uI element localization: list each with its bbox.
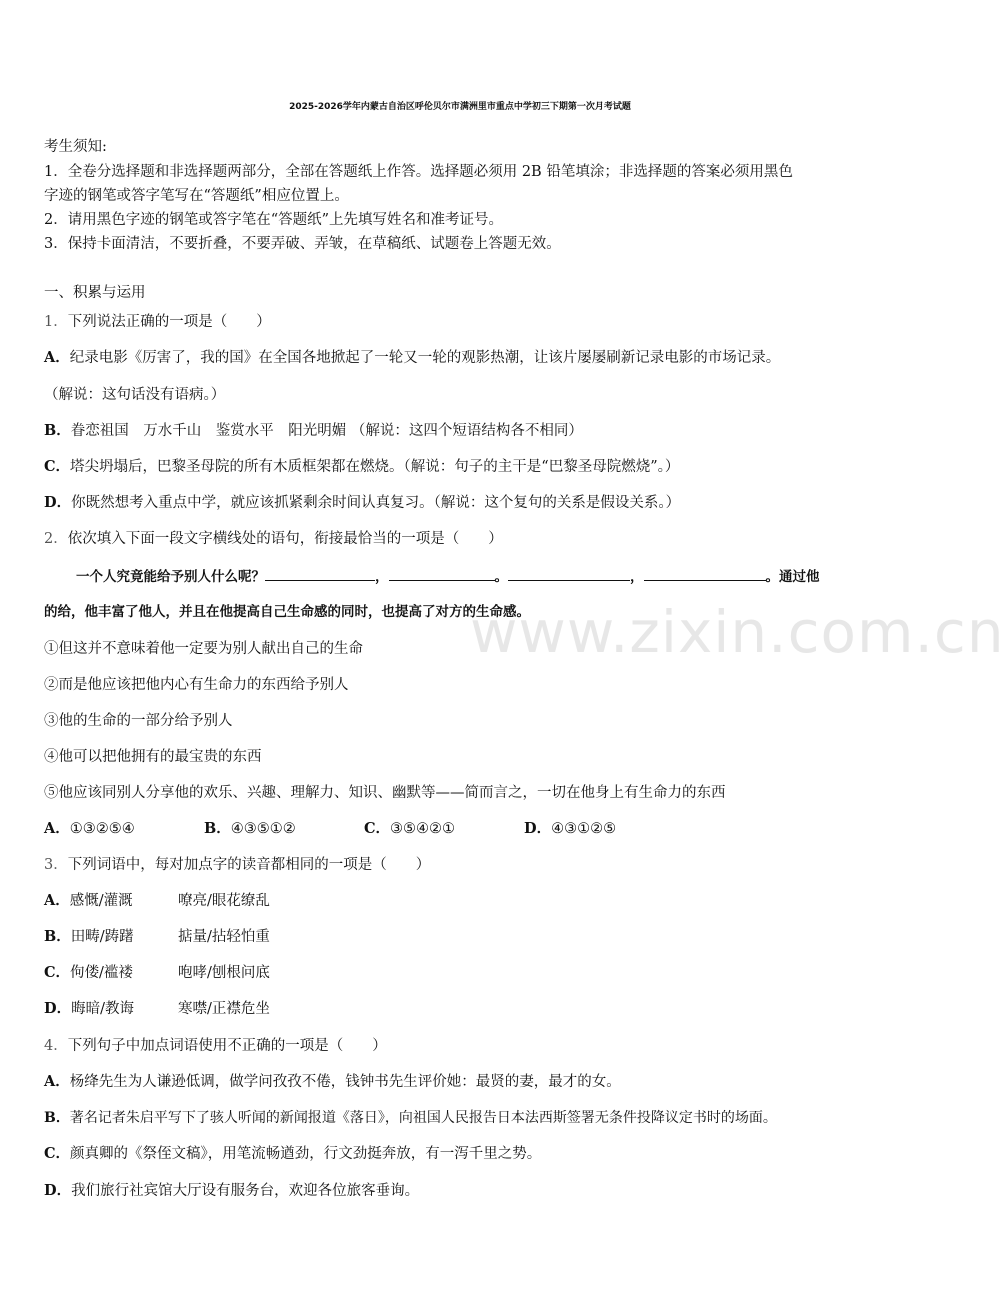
q3-number: 3． — [44, 857, 68, 873]
q4-option-a — [44, 1072, 621, 1092]
q2-item-5: ⑤他应该同别人分享他的欢乐、兴趣、理解力、知识、幽默等——简而言之，一切在他身上有生命力的东西 — [44, 785, 726, 801]
option-label: C． — [44, 458, 71, 475]
option-text: ④③⑤①② — [230, 821, 296, 837]
notice-heading: 考生须知: — [44, 139, 107, 155]
answer-blank — [265, 566, 375, 581]
option-text: ①③②⑤④ — [69, 821, 135, 837]
word-pair-1: 佝偻/褴褛 — [70, 965, 133, 981]
option-text: 杨绛先生为人谦逊低调，做学问孜孜不倦，钱钟书先生评价她：最贤的妻，最才的女。 — [69, 1074, 621, 1090]
option-text: 我们旅行社宾馆大厅设有服务台，欢迎各位旅客垂询。 — [71, 1183, 420, 1199]
q3-stem-text: 下列词语中，每对加点字的读音都相同的一项是（ ） — [67, 857, 431, 873]
q2-item-1: ①但这并不意味着他一定要为别人献出自己的生命 — [44, 641, 363, 657]
q1-stem-text: 下列说法正确的一项是（ ） — [67, 314, 271, 330]
q1-stem — [44, 312, 271, 332]
q2-stem-text: 依次填入下面一段文字横线处的语句，衔接最恰当的一项是（ ） — [67, 531, 503, 547]
option-text: 塔尖坍塌后，巴黎圣母院的所有木质框架都在燃烧。（解说：句子的主干是“巴黎圣母院燃烧”。） — [70, 459, 680, 475]
option-label: B． — [204, 820, 231, 837]
notice-line-2: 2．请用黑色字迹的钢笔或答字笔在“答题纸”上先填写姓名和准考证号。 — [44, 212, 504, 228]
option-label: D． — [524, 820, 552, 837]
q4-option-c — [44, 1144, 541, 1164]
q3-option-c — [44, 963, 270, 983]
q2-item-2: ②而是他应该把他内心有生命力的东西给予别人 — [44, 677, 349, 693]
notice-line-1a: 1．全卷分选择题和非选择题两部分，全部在答题纸上作答。选择题必须用 2B 铅笔填涂；非选择题的答案必须用黑色 — [44, 164, 793, 180]
word-pair-1: 感慨/灌溉 — [69, 893, 133, 909]
separator: ， — [630, 569, 644, 585]
q4-option-b — [44, 1108, 777, 1128]
q1-option-d — [44, 493, 680, 513]
word-pair-2: 掂量/拈轻怕重 — [178, 929, 270, 945]
option-label: A． — [44, 892, 70, 909]
option-label: C． — [44, 964, 71, 981]
q1-option-a-note: （解说：这句话没有语病。） — [44, 387, 226, 403]
answer-blank — [508, 566, 630, 581]
word-pair-1: 晦暗/教诲 — [71, 1001, 134, 1017]
option-text: ④③①②⑤ — [551, 821, 617, 837]
passage-start: 一个人究竟能给予别人什么呢？ — [76, 569, 265, 585]
q2-number: 2． — [44, 531, 68, 547]
q2-option-a — [44, 819, 135, 839]
q1-option-a — [44, 348, 780, 368]
option-label: A． — [44, 820, 70, 837]
q4-stem — [44, 1036, 387, 1056]
option-text: 颜真卿的《祭侄文稿》，用笔流畅遒劲，行文劲挺奔放，有一泻千里之势。 — [70, 1146, 542, 1162]
option-label: C． — [44, 1145, 71, 1162]
separator: 。 — [494, 569, 508, 585]
q1-number: 1． — [44, 314, 68, 330]
q2-option-d — [524, 819, 616, 839]
word-pair-2: 嘹亮/眼花缭乱 — [178, 893, 270, 909]
q4-option-d — [44, 1181, 419, 1201]
q3-option-a — [44, 891, 270, 911]
answer-blank — [389, 566, 495, 581]
word-pair-1: 田畴/踌躇 — [70, 929, 134, 945]
section-heading: 一、积累与运用 — [44, 285, 146, 301]
q2-passage-line-2: 的给，他丰富了他人，并且在他提高自己生命感的同时，也提高了对方的生命感。 — [44, 604, 530, 620]
q4-stem-text: 下列句子中加点词语使用不正确的一项是（ ） — [67, 1038, 387, 1054]
option-label: A． — [44, 1073, 70, 1090]
q2-option-b — [204, 819, 296, 839]
option-label: B． — [44, 1110, 70, 1126]
option-label: D． — [44, 494, 72, 511]
q4-number: 4． — [44, 1038, 68, 1054]
option-text: 眷恋祖国 万水千山 鉴赏水平 阳光明媚 （解说：这四个短语结构各不相同） — [70, 423, 583, 439]
q1-option-c — [44, 457, 679, 477]
option-text: 你既然想考入重点中学，就应该抓紧剩余时间认真复习。（解说：这个复句的关系是假设关系。） — [71, 495, 681, 511]
option-label: C． — [364, 820, 391, 837]
separator: 。通过他 — [765, 569, 820, 585]
q2-passage-line-1 — [76, 566, 820, 587]
option-label: B． — [44, 422, 71, 439]
separator: ， — [375, 569, 389, 585]
notice-line-1b: 字迹的钢笔或答字笔写在“答题纸”相应位置上。 — [44, 188, 349, 204]
option-label: A． — [44, 349, 70, 366]
q2-stem — [44, 529, 503, 549]
q2-item-4: ④他可以把他拥有的最宝贵的东西 — [44, 749, 262, 765]
q3-option-d — [44, 999, 270, 1019]
option-label: D． — [44, 1000, 72, 1017]
option-text: ③⑤④②① — [390, 821, 456, 837]
option-text: 著名记者朱启平写下了骇人听闻的新闻报道《落日》，向祖国人民报告日本法西斯签署无条件投降议定书时的场面。 — [69, 1110, 777, 1126]
watermark: www.zixin.com.cn — [470, 598, 1005, 666]
word-pair-2: 咆哮/刨根问底 — [178, 965, 270, 981]
option-label: D． — [44, 1182, 72, 1199]
q2-option-c — [364, 819, 455, 839]
q3-option-b — [44, 927, 270, 947]
q1-option-b — [44, 421, 583, 441]
exam-title: 2025-2026学年内蒙古自治区呼伦贝尔市满洲里市重点中学初三下期第一次月考试题 — [289, 102, 631, 112]
option-label: B． — [44, 928, 71, 945]
option-text: 纪录电影《厉害了，我的国》在全国各地掀起了一轮又一轮的观影热潮，让该片屡屡刷新记录电影的市场记录。 — [69, 350, 781, 366]
q3-stem — [44, 855, 430, 875]
q2-item-3: ③他的生命的一部分给予别人 — [44, 713, 233, 729]
notice-line-3: 3．保持卡面清洁，不要折叠，不要弄破、弄皱，在草稿纸、试题卷上答题无效。 — [44, 236, 561, 252]
answer-blank — [644, 566, 766, 581]
word-pair-2: 寒噤/正襟危坐 — [178, 1001, 270, 1017]
